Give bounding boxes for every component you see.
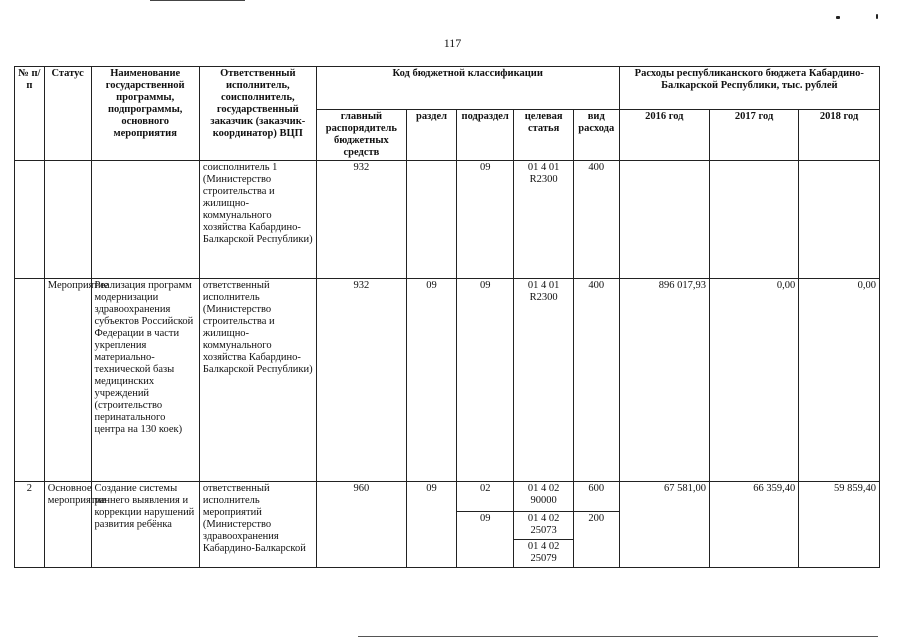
- row-amount-2017: 0,00: [709, 279, 798, 482]
- row-number: [15, 161, 45, 279]
- header-podrazdel: подраздел: [457, 110, 514, 161]
- scan-speck: [836, 16, 840, 19]
- row-name: Реализация программ модернизации здравоохранения субъектов Российской Федерации в части укрепления материально-технической базы медицинских учреждений (строительство перинатального центра на 130 коек): [91, 279, 199, 482]
- row-amount-2017: [709, 161, 798, 279]
- scan-speck: [876, 14, 878, 19]
- header-expense-type: вид расхода: [573, 110, 619, 161]
- row-amount-2018: 59 859,40: [799, 482, 880, 568]
- row-grbs: 932: [316, 161, 406, 279]
- header-expenses: Расходы республиканского бюджета Кабардино-Балкарской Республики, тыс. рублей: [619, 67, 879, 110]
- table-row: [15, 482, 880, 512]
- top-rule: [150, 0, 245, 1]
- header-razdel: раздел: [407, 110, 457, 161]
- row-number: [15, 279, 45, 482]
- header-year-2017: 2017 год: [709, 110, 798, 161]
- header-number: № п/п: [15, 67, 45, 161]
- header-status: Статус: [44, 67, 91, 161]
- row-podrazdel: 09: [457, 161, 514, 279]
- header-grbs: главный распорядитель бюджетных средств: [316, 110, 406, 161]
- row-number: 2: [15, 482, 45, 568]
- header-year-2016: 2016 год: [619, 110, 709, 161]
- row-expense-type: 600: [573, 482, 619, 512]
- page-number: 117: [443, 36, 462, 50]
- row-amount-2018: 0,00: [799, 279, 880, 482]
- row-grbs: 960: [316, 482, 406, 568]
- table-row: [15, 279, 880, 482]
- budget-table: [14, 66, 880, 568]
- row-expense-type: 400: [573, 161, 619, 279]
- bottom-rule: [358, 636, 878, 637]
- row-status: Основное мероприятие: [44, 482, 91, 568]
- header-kbk: Код бюджетной классификации: [316, 67, 619, 110]
- row-target-article: 01 4 01 R2300: [514, 161, 574, 279]
- header-name: Наименование государственной программы, подпрограммы, основного мероприятия: [91, 67, 199, 161]
- row-podrazdel: 09: [457, 512, 514, 568]
- row-podrazdel: 02: [457, 482, 514, 512]
- table-row: [15, 161, 880, 279]
- row-target-article: 01 4 02 90000: [514, 482, 574, 512]
- header-target-article: целевая статья: [514, 110, 574, 161]
- row-amount-2016: 67 581,00: [619, 482, 709, 568]
- row-responsible: ответственный исполнитель мероприятий (Министерство здравоохранения Кабардино-Балкарской: [199, 482, 316, 568]
- row-name: [91, 161, 199, 279]
- header-year-2018: 2018 год: [799, 110, 880, 161]
- row-status: [44, 161, 91, 279]
- header-responsible: Ответственный исполнитель, соисполнитель, государственный заказчик (заказчик-координатор) ВЦП: [199, 67, 316, 161]
- row-responsible: соисполнитель 1 (Министерство строительства и жилищно-коммунального хозяйства Кабардино-Балкарской Республики): [199, 161, 316, 279]
- row-status: Мероприятие: [44, 279, 91, 482]
- row-amount-2016: 896 017,93: [619, 279, 709, 482]
- row-target-article: 01 4 02 25073: [514, 512, 574, 540]
- row-name: Создание системы раннего выявления и коррекции нарушений развития ребёнка: [91, 482, 199, 568]
- row-razdel: 09: [407, 279, 457, 482]
- row-expense-type: 200: [573, 512, 619, 568]
- row-razdel: [407, 161, 457, 279]
- row-amount-2016: [619, 161, 709, 279]
- row-razdel: 09: [407, 482, 457, 568]
- header-row-1: [15, 67, 880, 110]
- row-target-article: 01 4 02 25079: [514, 540, 574, 568]
- row-responsible: ответственный исполнитель (Министерство строительства и жилищно-коммунального хозяйства Кабардино-Балкарской Республики): [199, 279, 316, 482]
- row-amount-2018: [799, 161, 880, 279]
- row-target-article: 01 4 01 R2300: [514, 279, 574, 482]
- row-amount-2017: 66 359,40: [709, 482, 798, 568]
- row-expense-type: 400: [573, 279, 619, 482]
- row-grbs: 932: [316, 279, 406, 482]
- row-podrazdel: 09: [457, 279, 514, 482]
